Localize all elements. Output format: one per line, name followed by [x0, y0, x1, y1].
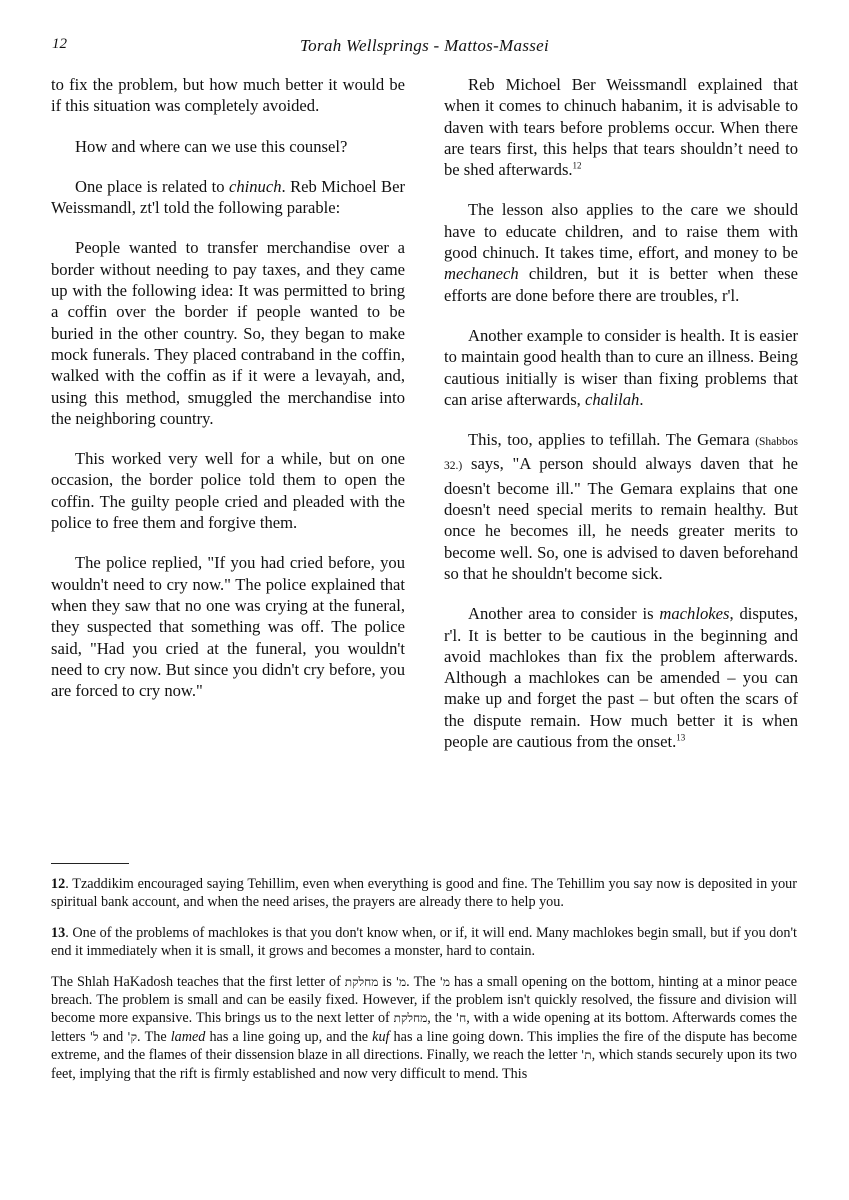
footnote-text: . One of the problems of machlokes is that you don't know when, or if, it will end. Many machlokes begin small, but if you don't end it immediately when it is small, it grows and becomes a monster, hard to contain.	[51, 924, 797, 960]
footnote-number: 12	[51, 876, 66, 892]
paragraph: This worked very well for a while, but on one occasion, the border police told them to open the coffin. The guilty people cried and pleaded with the police to free them and forgive them.	[51, 449, 405, 533]
paragraph: People wanted to transfer merchandise over a border without needing to pay taxes, and they came up with the following idea: It was permitted to bring a coffin over the border if people wanted to be buried in the other country. So, they began to make mock funerals. They placed contraband in the coffin, walked with the coffin as if it were a levayah, and, using this method, smuggled the merchandise into the neighboring country.	[51, 238, 405, 428]
footnote-divider	[51, 863, 129, 864]
footnote-marker[interactable]: 13	[676, 732, 686, 743]
hebrew-letter: 'ת	[580, 1048, 592, 1063]
footnote-12	[51, 875, 797, 912]
hebrew-letter: 'מ	[439, 974, 451, 989]
text-run: has a small opening on the bottom, hinting at a minor peace breach. The problem is small and can be easily fixed. However, if the problem isn't quickly resolved, the fissure and division will become more expansive. This brings us to the next letter of	[51, 973, 797, 1027]
text-run: This, too, applies to tefillah. The Gemara	[468, 430, 756, 450]
footnote-13	[51, 924, 797, 961]
italic-term: kuf	[372, 1028, 390, 1045]
text-run: says, "A person should always daven that he doesn't become ill." The Gemara explains that one doesn't need special merits to remain healthy. But once he becomes ill, he needs greater merits to become well. So, one is advised to daven beforehand so that he shouldn't become sick.	[444, 454, 798, 583]
text-run: .	[639, 389, 644, 409]
text-run: . The	[406, 973, 440, 990]
text-run: , which stands securely upon its two feet, implying that the rift is firmly established and now very difficult to mend. This	[51, 1047, 798, 1082]
footnote-13-continued	[51, 973, 797, 1083]
text-run: children, but it is better when these efforts are done before there are troubles, r'l.	[444, 264, 798, 305]
italic-term: lamed	[170, 1028, 206, 1045]
paragraph: to fix the problem, but how much better it would be if this situation was completely avoided.	[51, 75, 405, 116]
text-run: has a line going up, and the	[205, 1028, 373, 1045]
paragraph	[444, 429, 798, 584]
text-run: , the	[427, 1010, 456, 1027]
text-run: and	[98, 1028, 128, 1045]
italic-term: machlokes	[659, 604, 730, 624]
hebrew-letter: 'מ	[395, 974, 407, 989]
footnote-number: 13	[51, 924, 66, 941]
paragraph	[444, 74, 798, 180]
italic-term: chinuch	[228, 176, 282, 196]
paragraph	[444, 325, 798, 410]
text-run: Reb Michoel Ber Weissmandl explained that when it comes to chinuch habanim, it is advisable to daven with tears before problems occur. When there are tears first, this helps that tears shouldn’t need to be shed afterwards.	[444, 75, 798, 180]
hebrew-word: מחלקת	[393, 1011, 428, 1026]
text-run: . Reb Michoel Ber Weissmandl, zt'l told the following parable:	[51, 176, 405, 218]
text-run: The Shlah HaKadosh teaches that the first letter of	[51, 973, 345, 990]
text-run: One place is related to	[75, 176, 229, 196]
text-run: , with a wide opening at its bottom. Afterwards comes the letters	[51, 1010, 797, 1045]
paragraph	[444, 199, 798, 305]
right-column	[444, 74, 798, 771]
page-number: 12	[52, 36, 67, 52]
hebrew-letter: 'ק	[127, 1029, 137, 1044]
hebrew-letter: 'ח	[455, 1011, 467, 1026]
footnotes	[51, 875, 797, 1095]
left-column	[51, 74, 405, 720]
text-run: Another example to consider is health. It is easier to maintain good health than to cure an illness. Being cautious initially is wiser than fixing problems that can arise afterwards,	[444, 325, 798, 409]
paragraph	[444, 603, 798, 752]
paragraph: The police replied, "If you had cried before, you wouldn't need to cry now." The police explained that when they saw that no one was crying at the funeral, they suspected that something was off. The police said, "Had you cried at the funeral, you wouldn't need to cry now. But since you didn't cry before, you are forced to cry now."	[51, 553, 405, 701]
paragraph: How and where can we use this counsel?	[75, 136, 348, 156]
text-run: , disputes, r'l. It is better to be cautious in the beginning and avoid machlokes than fix the problem afterwards. Although a machlokes can be amended – you can make up and forget the past – but often the scars of the dispute remain. How much better it is when people are cautious from the onset.	[444, 604, 798, 752]
text-run: Another area to consider is	[468, 604, 660, 624]
text-run: is	[378, 973, 396, 990]
text-run: has a line going down. This implies the fire of the dispute has become extreme, and the flames of their dissension blaze in all directions. Finally, we reach the letter	[51, 1028, 797, 1064]
page-header	[52, 36, 797, 60]
hebrew-letter: 'ל	[89, 1029, 99, 1044]
source-reference: (Shabbos 32.)	[444, 436, 798, 473]
text-run: The lesson also applies to the care we should have to educate children, and to raise them with good chinuch. It takes time, effort, and money to be	[444, 200, 798, 263]
hebrew-word: מחלקת	[344, 974, 379, 989]
text-run: . The	[136, 1028, 171, 1045]
italic-term: mechanech	[444, 264, 519, 284]
running-title: Torah Wellsprings - Mattos-Massei	[299, 36, 550, 55]
footnote-text: . Tzaddikim encouraged saying Tehillim, even when everything is good and fine. The Tehillim you say now is deposited in your spiritual bank account, and when the need arises, the prayers are already there to help you.	[51, 876, 797, 911]
italic-term: chalilah	[584, 389, 640, 409]
footnote-marker[interactable]: 12	[572, 160, 582, 171]
paragraph	[51, 176, 405, 219]
